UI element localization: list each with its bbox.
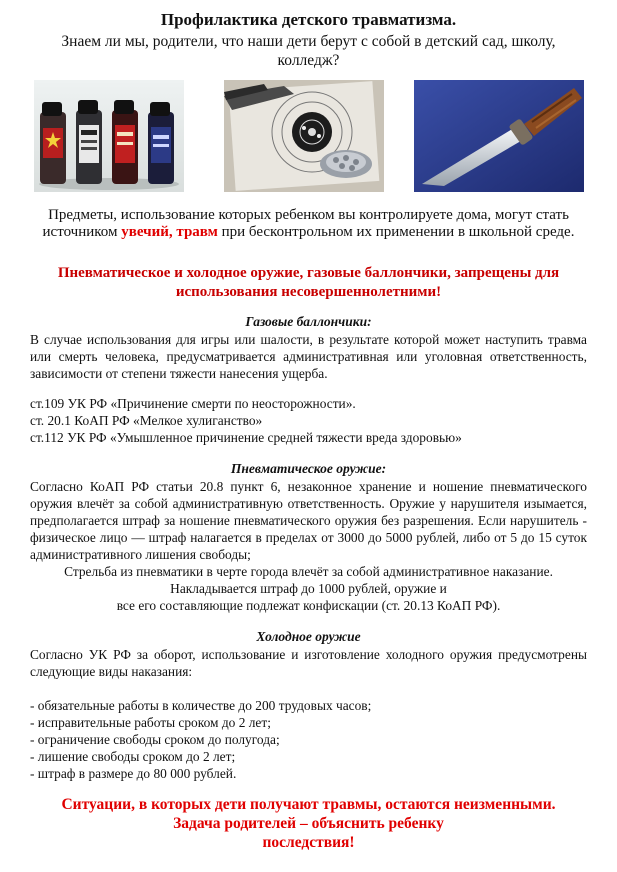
cold-weapon-paragraph: Согласно УК РФ за оборот, использование и изготовление холодного оружия предусмотрены следующие виды наказания: — [30, 647, 587, 679]
list-item: - лишение свободы сроком до 2 лет; — [30, 749, 236, 764]
intro-text: Предметы, использование которых ребенком вы контролируете дома, могут стать источником — [42, 207, 569, 240]
intro-paragraph — [30, 207, 587, 241]
photo-strip — [0, 80, 617, 195]
gas-canisters-photo — [34, 80, 184, 192]
list-item: - обязательные работы в количестве до 200 трудовых часов; — [30, 698, 372, 713]
list-item: - штраф в размере до 80 000 рублей. — [30, 766, 237, 781]
page-subtitle: Знаем ли мы, родители, что наши дети берут с собой в детский сад, школу, колледж? — [61, 33, 556, 69]
intro-highlight: увечий, травм — [121, 224, 218, 240]
prohibition-warning: Пневматическое и холодное оружие, газовые баллончики, запрещены для использования несовершеннолетними! — [57, 265, 560, 300]
penalty-line: Стрельба из пневматики в черте города влечёт за собой административное наказание. — [64, 564, 553, 579]
gas-heading: Газовые баллончики: — [245, 314, 372, 329]
pneumatic-penalty — [30, 563, 587, 614]
closing-line: Ситуации, в которых дети получают травмы, остаются неизменными. — [61, 796, 556, 813]
closing-line: Задача родителей – объяснить ребенку — [173, 815, 444, 832]
intro-text-end: при бесконтрольном их применении в школьной среде. — [217, 224, 575, 240]
pneumatic-paragraph: Согласно КоАП РФ статьи 20.8 пункт 6, незаконное хранение и ношение пневматического оружия влечёт за собой административную ответственность. Оружие у нарушителя изымается, предполагается штраф за ношение пневматического оружия без разрешения. Если нарушитель - физическое лицо — штраф налагается в пределах от 3000 до 5000 рублей, либо от 5 до 15 суток административного лишения свободы; — [30, 479, 587, 562]
penalty-line: все его составляющие подлежат конфискации (ст. 20.13 КоАП РФ). — [116, 598, 501, 613]
pneumatic-heading: Пневматическое оружие: — [230, 461, 387, 476]
law-item: ст. 20.1 КоАП РФ «Мелкое хулиганство» — [30, 413, 263, 428]
penalty-line: Накладывается штраф до 1000 рублей, оружие и — [170, 581, 447, 596]
page-title: Профилактика детского травматизма. — [160, 10, 457, 29]
list-item: - ограничение свободы сроком до полугода; — [30, 732, 280, 747]
law-item: ст.112 УК РФ «Умышленное причинение средней тяжести вреда здоровью» — [30, 430, 462, 445]
knife-photo — [414, 80, 584, 192]
punishment-list — [30, 697, 587, 782]
air-gun-target-photo — [224, 80, 384, 192]
closing-line: последствия! — [262, 834, 355, 851]
list-item: - исправительные работы сроком до 2 лет; — [30, 715, 271, 730]
law-item: ст.109 УК РФ «Причинение смерти по неосторожности». — [30, 396, 356, 411]
cold-weapon-heading: Холодное оружие — [256, 629, 361, 644]
gas-paragraph: В случае использования для игры или шалости, в результате которой может наступить травма или смерть человека, предусматривается административная или уголовная ответственность, зависимости от степени тяжести нанесения ущерба. — [30, 332, 587, 381]
gas-laws-list — [30, 395, 587, 446]
closing-message — [0, 795, 617, 852]
